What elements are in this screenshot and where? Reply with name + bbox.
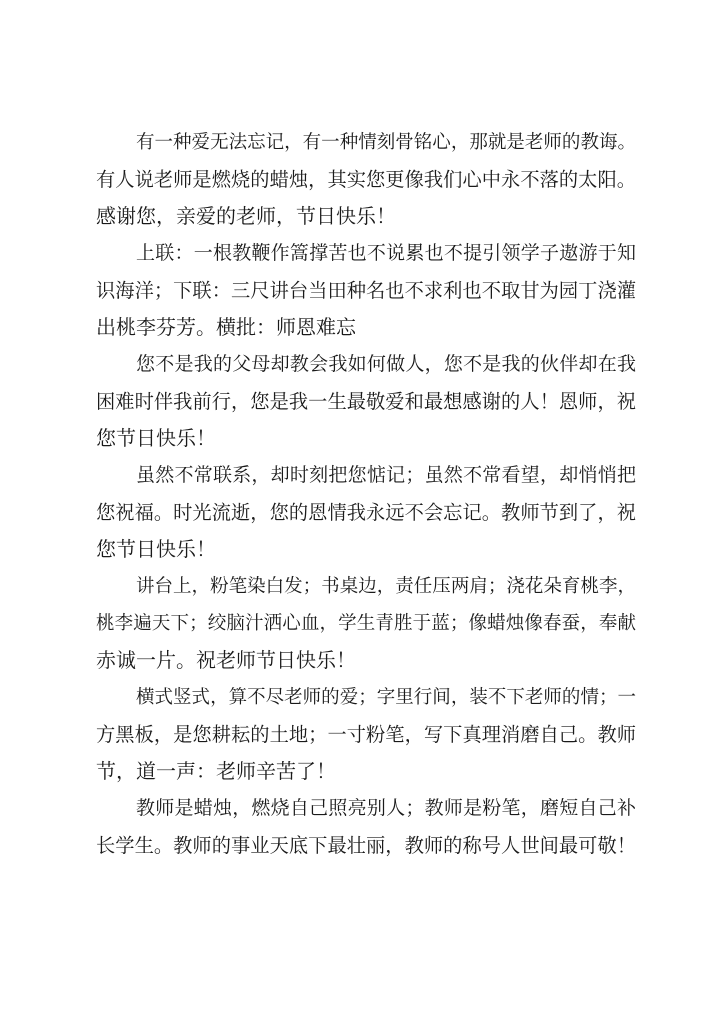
paragraph-line: 识海洋；下联：三尺讲台当田种名也不求利也不取甘为园丁浇灌 <box>96 279 636 302</box>
paragraph-line: 有人说老师是燃烧的蜡烛，其实您更像我们心中永不落的太阳。 <box>96 168 636 191</box>
paragraph-line: 上联：一根教鞭作篙撑苦也不说累也不提引领学子遨游于知 <box>136 242 636 264</box>
paragraph-1 <box>96 124 636 235</box>
paragraph-5 <box>96 568 636 679</box>
paragraph-7 <box>96 790 636 864</box>
paragraph-line: 有一种爱无法忘记，有一种情刻骨铭心，那就是老师的教诲。 <box>136 132 636 153</box>
paragraph-line: 讲台上，粉笔染白发；书桌边，责任压两肩；浇花朵育桃李， <box>136 576 636 597</box>
paragraph-6 <box>96 679 636 790</box>
paragraph-line: 桃李遍天下；绞脑汁洒心血，学生青胜于蓝；像蜡烛像春蚕，奉献 <box>96 613 636 634</box>
paragraph-4 <box>96 457 636 568</box>
paragraph-line: 出桃李芬芳。横批：师恩难忘 <box>96 315 356 339</box>
paragraph-line: 横式竖式，算不尽老师的爱；字里行间，装不下老师的情；一 <box>136 687 636 708</box>
paragraph-line: 您节日快乐！ <box>96 537 216 561</box>
paragraph-2 <box>96 235 636 346</box>
paragraph-line: 虽然不常联系，却时刻把您惦记；虽然不常看望，却悄悄把 <box>136 464 636 486</box>
paragraph-line: 教师是蜡烛，燃烧自己照亮别人；教师是粉笔，磨短自己补 <box>136 797 636 819</box>
paragraph-line: 您不是我的父母却教会我如何做人，您不是我的伙伴却在我 <box>136 353 636 375</box>
paragraph-3 <box>96 346 636 457</box>
document-body <box>96 124 636 864</box>
paragraph-line: 长学生。教师的事业天底下最壮丽，教师的称号人世间最可敬！ <box>96 834 636 857</box>
paragraph-line: 您节日快乐！ <box>96 426 216 450</box>
paragraph-line: 困难时伴我前行，您是我一生最敬爱和最想感谢的人！恩师，祝 <box>96 390 636 413</box>
paragraph-line: 节，道一声：老师辛苦了！ <box>96 759 336 783</box>
paragraph-line: 您祝福。时光流逝，您的恩情我永远不会忘记。教师节到了，祝 <box>96 501 636 524</box>
paragraph-line: 方黑板，是您耕耘的土地；一寸粉笔，写下真理消磨自己。教师 <box>96 723 636 746</box>
paragraph-line: 赤诚一片。祝老师节日快乐！ <box>96 648 356 672</box>
paragraph-line: 感谢您，亲爱的老师，节日快乐！ <box>96 204 396 228</box>
